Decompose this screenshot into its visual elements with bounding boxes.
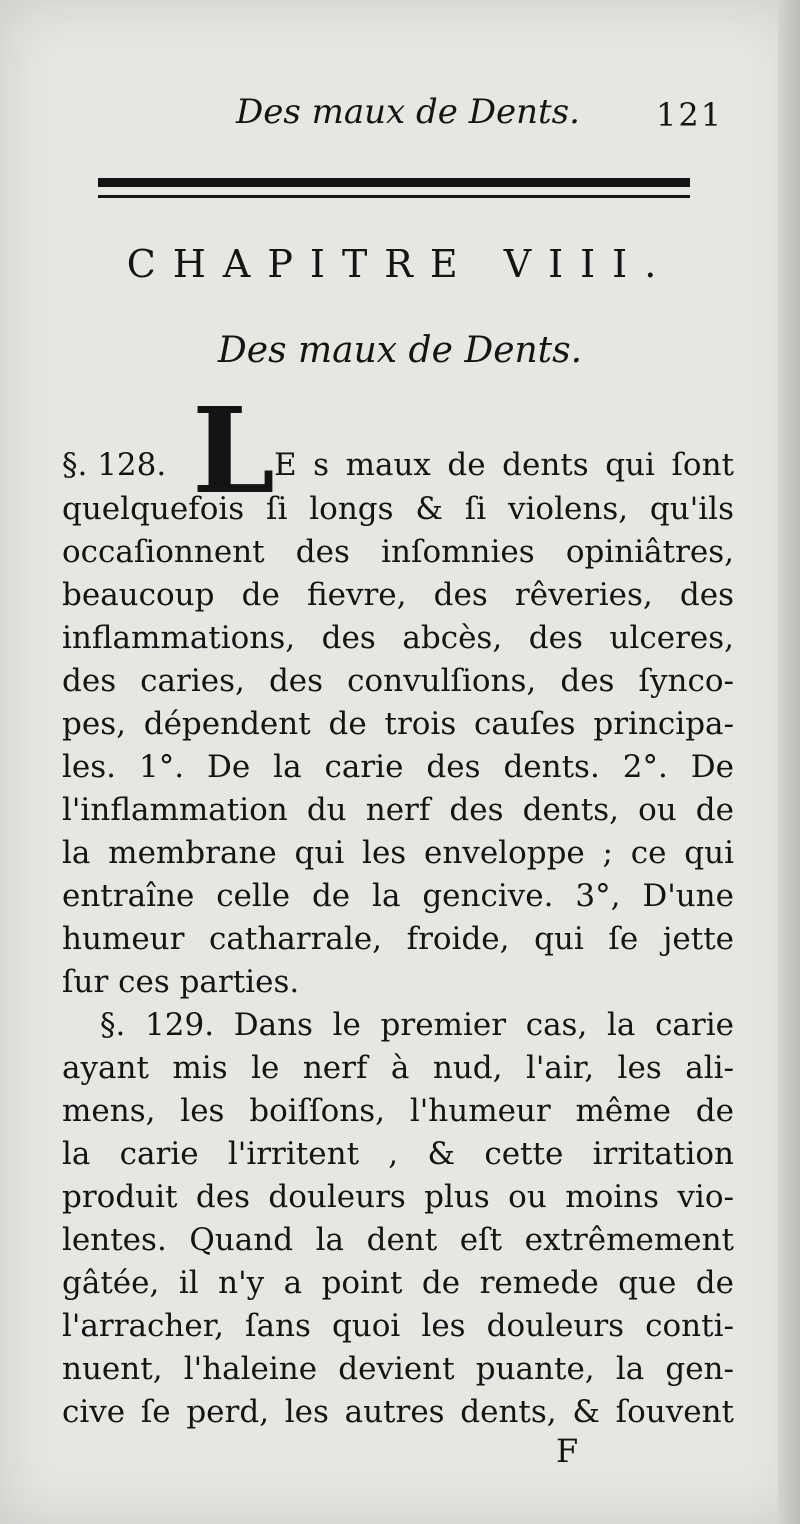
text-line: occaſionnent des inſomnies opiniâtres, xyxy=(62,534,734,570)
signature-mark: F xyxy=(556,1432,579,1470)
header-rule-thick xyxy=(98,178,690,187)
text-line: l'inflammation du nerf des dents, ou de xyxy=(62,792,734,828)
text-line: mens, les boiſſons, l'humeur même de xyxy=(62,1093,734,1129)
text-line: l'arracher, ſans quoi les douleurs conti- xyxy=(62,1308,734,1344)
text-line: ſur ces parties. xyxy=(62,964,300,1000)
text-line: des caries, des convulſions, des ſynco- xyxy=(62,663,734,699)
running-title: Des maux de Dents. xyxy=(236,92,580,132)
drop-cap: L xyxy=(192,381,275,520)
text-line: §. 129. Dans le premier cas, la carie xyxy=(100,1007,734,1043)
header-rule-thin xyxy=(98,195,690,198)
text-line: la membrane qui les enveloppe ; ce qui xyxy=(62,835,734,871)
text-line: pes, dépendent de trois cauſes principa- xyxy=(62,706,734,742)
text-line: beaucoup de fievre, des rêveries, des xyxy=(62,577,734,613)
text-line: quelquefois ſi longs & ſi violens, qu'ils xyxy=(62,491,734,527)
text-line: E s maux de dents qui ſont xyxy=(274,447,734,483)
text-line: inflammations, des abcès, des ulceres, xyxy=(62,620,734,656)
chapter-heading: CHAPITRE VIII. xyxy=(126,242,674,286)
text-line: les. 1°. De la carie des dents. 2°. De xyxy=(62,749,734,785)
text-line: lentes. Quand la dent eſt extrêmement xyxy=(62,1222,734,1258)
page-edge xyxy=(778,0,800,1524)
page-number: 121 xyxy=(656,96,724,134)
text-line: cive ſe perd, les autres dents, & ſouvent xyxy=(62,1394,734,1430)
text-line: la carie l'irritent , & cette irritation xyxy=(62,1136,734,1172)
chapter-title: Des maux de Dents. xyxy=(217,330,583,371)
text-line: ayant mis le nerf à nud, l'air, les ali- xyxy=(62,1050,734,1086)
text-line: produit des douleurs plus ou moins vio- xyxy=(62,1179,734,1215)
text-line: entraîne celle de la gencive. 3°, D'une xyxy=(62,878,734,914)
text-line: gâtée, il n'y a point de remede que de xyxy=(62,1265,734,1301)
text-line: nuent, l'haleine devient puante, la gen- xyxy=(62,1351,734,1387)
text-line: humeur catharrale, froide, qui ſe jette xyxy=(62,921,734,957)
section-number: §. 128. xyxy=(62,447,167,483)
